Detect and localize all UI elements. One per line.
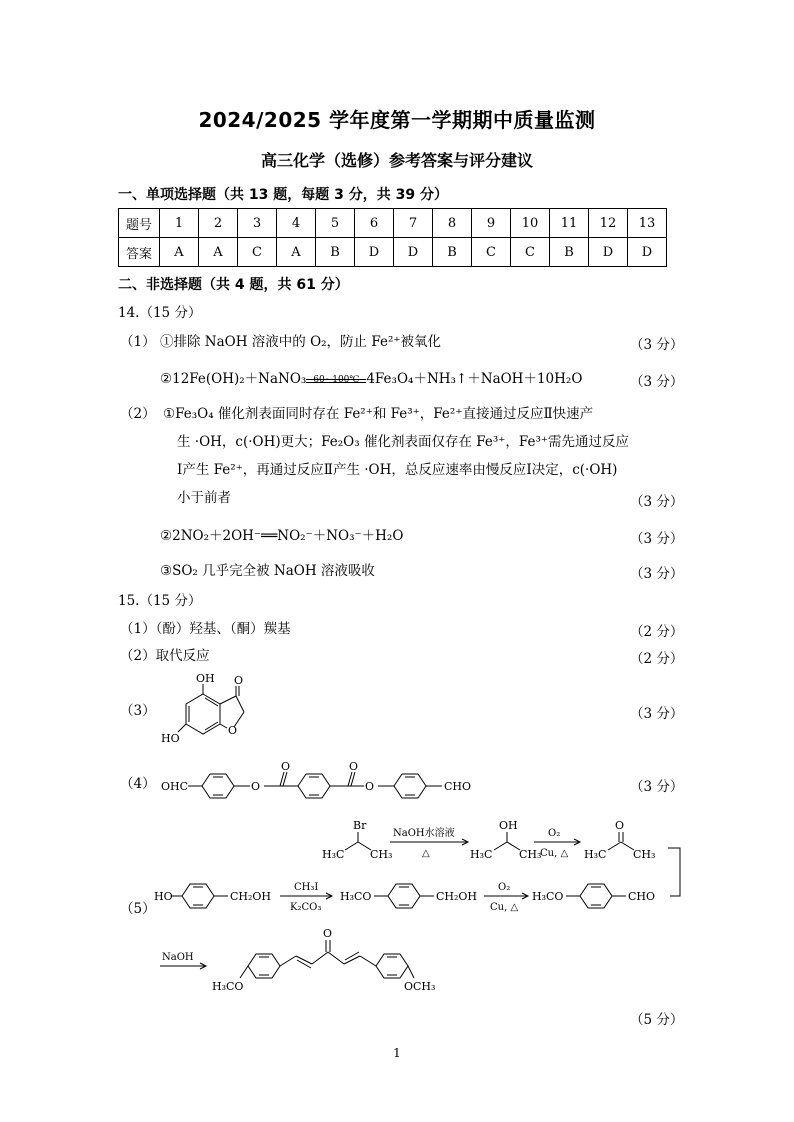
table-cell: D: [589, 238, 628, 267]
table-cell: 7: [394, 209, 433, 238]
q15-1-answer: （1）（酚）羟基、（酮）羰基: [120, 621, 291, 637]
table-cell: B: [550, 238, 589, 267]
table-cell: 2: [199, 209, 238, 238]
o-label: O: [323, 927, 333, 940]
paragraph-line: 小于前者: [177, 490, 231, 506]
q15-part3-label: （3）: [120, 703, 156, 719]
oh-label: OH: [499, 819, 518, 832]
o-label: O: [228, 724, 238, 737]
table-cell: B: [433, 238, 472, 267]
table-cell: D: [355, 238, 394, 267]
cho-label: CHO: [628, 890, 656, 903]
score-label: （3 分）: [630, 531, 684, 547]
table-cell: D: [628, 238, 667, 267]
ch3-label: CH₃: [370, 848, 393, 861]
q15-heading: 15.（15 分）: [118, 593, 202, 609]
table-cell: A: [160, 238, 199, 267]
table-cell: 8: [433, 209, 472, 238]
table-cell: 11: [550, 209, 589, 238]
o-label: O: [281, 760, 291, 773]
q15-2-answer: （2）取代反应: [120, 648, 210, 664]
table-cell: 13: [628, 209, 667, 238]
ohc-label: OHC: [161, 780, 189, 793]
synthesis-route-diagram: [150, 818, 690, 998]
table-row: [119, 238, 667, 267]
ch2oh-label: CH₂OH: [436, 890, 478, 903]
och3-label: OCH₃: [404, 980, 436, 993]
h3c-label: H₃C: [322, 848, 345, 861]
paragraph-line: Ⅰ产生 Fe²⁺，再通过反应Ⅱ产生 ·OH，总反应速率由慢反应Ⅰ决定，c(·OH): [177, 462, 618, 478]
h3c-label: H₃C: [470, 848, 493, 861]
paragraph-line: 生 ·OH，c(·OH)更大；Fe₂O₃ 催化剂表面仅存在 Fe³⁺，Fe³⁺需先通过反应: [177, 434, 630, 450]
score-label: （3 分）: [630, 374, 684, 390]
condition-label: K₂CO₃: [290, 902, 322, 913]
q15-part4-label: （4）: [120, 776, 156, 792]
condition-label: Cu, △: [490, 902, 519, 913]
o-label: O: [251, 780, 261, 793]
structure-3-diagram: [158, 672, 268, 752]
reagent-label: CH₃I: [294, 882, 319, 893]
section-2-heading: 二、非选择题（共 4 题，共 61 分）: [118, 277, 349, 293]
ho-label: HO: [154, 890, 173, 903]
q14-1-answer-a: ①排除 NaOH 溶液中的 O₂，防止 Fe²⁺被氧化: [160, 334, 442, 350]
table-cell: C: [472, 238, 511, 267]
ch3-label: CH₃: [633, 848, 656, 861]
paragraph-line: ①Fe₃O₄ 催化剂表面同时存在 Fe²⁺和 Fe³⁺，Fe²⁺直接通过反应Ⅱ快速产: [163, 406, 594, 422]
h3co-label: H₃CO: [212, 980, 244, 993]
structure-4-diagram: [158, 758, 488, 808]
score-label: （3 分）: [630, 494, 684, 510]
equation-products: 4Fe₃O₄＋NH₃↑＋NaOH＋10H₂O: [366, 371, 583, 387]
table-cell: 5: [316, 209, 355, 238]
cho-label: CHO: [444, 780, 472, 793]
table-cell: A: [277, 238, 316, 267]
o-label: O: [365, 780, 375, 793]
score-label: （3 分）: [630, 337, 684, 353]
oh-label: OH: [196, 672, 215, 685]
table-cell: 10: [511, 209, 550, 238]
table-cell: C: [238, 238, 277, 267]
equation-reactants: ②12Fe(OH)₂＋NaNO₃: [160, 371, 307, 387]
table-cell: A: [199, 238, 238, 267]
table-header-cell: 答案: [119, 238, 160, 267]
q14-2-answer-b: ②2NO₂＋2OH⁻══NO₂⁻＋NO₃⁻＋H₂O: [160, 528, 404, 544]
table-cell: B: [316, 238, 355, 267]
page-number: 1: [393, 1046, 401, 1060]
table-cell: C: [511, 238, 550, 267]
table-cell: 12: [589, 209, 628, 238]
q14-part1-label: （1）: [120, 334, 156, 350]
h3co-label: H₃CO: [532, 890, 564, 903]
reaction-condition: 60~100℃: [313, 375, 360, 385]
ch3-label: CH₃: [519, 848, 542, 861]
q14-heading: 14.（15 分）: [118, 305, 202, 321]
table-header-cell: 题号: [119, 209, 160, 238]
section-1-heading: 一、单项选择题（共 13 题，每题 3 分，共 39 分）: [118, 187, 448, 203]
o-label: O: [349, 760, 359, 773]
reagent-label: O₂: [548, 828, 561, 839]
score-label: （2 分）: [630, 624, 684, 640]
score-label: （2 分）: [630, 651, 684, 667]
q14-2-answer-a: [163, 400, 673, 512]
score-label: （3 分）: [630, 706, 684, 722]
table-cell: 6: [355, 209, 394, 238]
score-label: （5 分）: [630, 1012, 684, 1028]
page-subtitle: 高三化学（选修）参考答案与评分建议: [260, 151, 533, 170]
page-title: 2024/2025 学年度第一学期期中质量监测: [198, 108, 596, 132]
condition-label: Cu, △: [540, 848, 569, 859]
table-cell: D: [394, 238, 433, 267]
table-cell: 3: [238, 209, 277, 238]
score-label: （3 分）: [630, 566, 684, 582]
q14-1-answer-b: [160, 370, 582, 388]
br-label: Br: [353, 819, 367, 832]
score-label: （3 分）: [630, 779, 684, 795]
q15-part5-label: （5）: [120, 901, 156, 917]
reagent-label: O₂: [498, 882, 511, 893]
answer-table: [118, 208, 667, 267]
h3co-label: H₃CO: [340, 890, 372, 903]
h3c-label: H₃C: [584, 848, 607, 861]
q14-2-answer-c: ③SO₂ 几乎完全被 NaOH 溶液吸收: [160, 563, 375, 579]
reagent-label: NaOH水溶液: [393, 828, 455, 839]
table-cell: 9: [472, 209, 511, 238]
o-label: O: [234, 674, 244, 687]
ch2oh-label: CH₂OH: [230, 890, 272, 903]
ho-label: HO: [161, 732, 180, 745]
q14-part2-label: （2）: [120, 406, 156, 422]
condition-label: △: [422, 848, 430, 859]
o-label: O: [615, 819, 625, 832]
table-cell: 1: [160, 209, 199, 238]
table-row: [119, 209, 667, 238]
table-cell: 4: [277, 209, 316, 238]
reagent-label: NaOH: [162, 952, 194, 963]
